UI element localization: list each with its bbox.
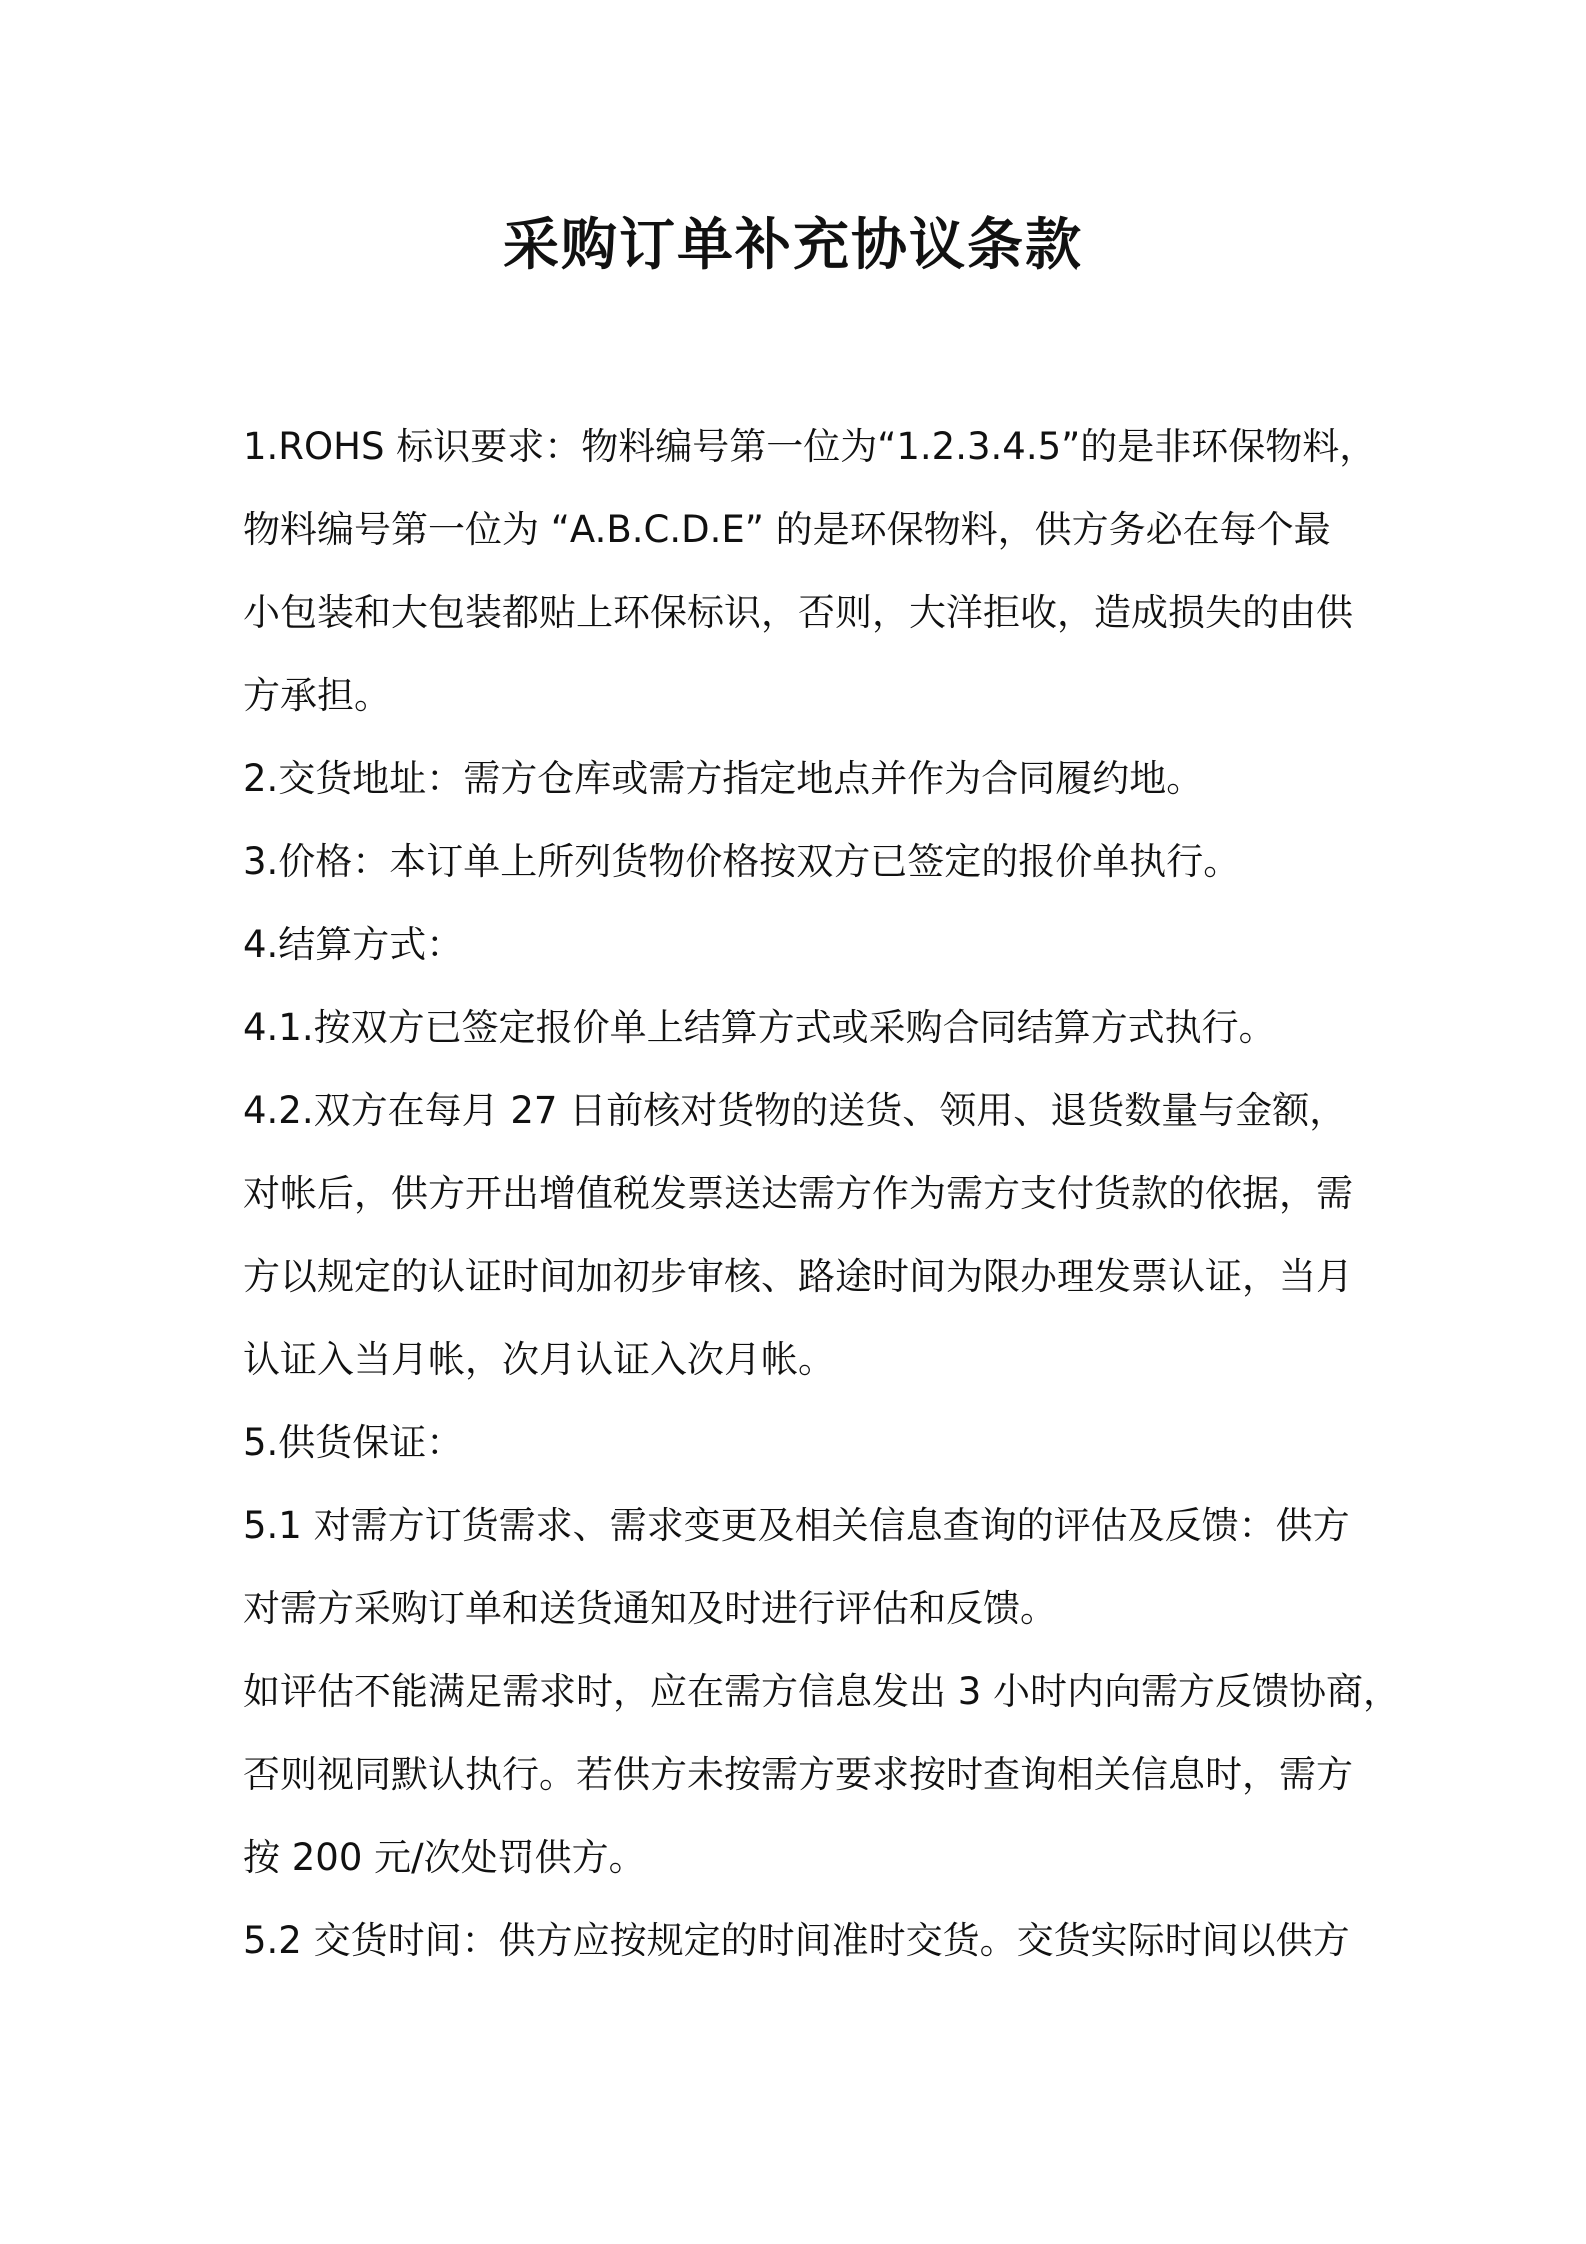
text-line: 4.2.双方在每月 27 日前核对货物的送货、领用、退货数量与金额， [243, 1089, 1347, 1132]
text-line: 方承担。 [243, 674, 391, 717]
text-line: 4.1.按双方已签定报价单上结算方式或采购合同结算方式执行。 [243, 1006, 1276, 1049]
text-line: 认证入当月帐，次月认证入次月帐。 [243, 1338, 835, 1381]
document-title: 采购订单补充协议条款 [503, 213, 1083, 278]
text-line: 小包装和大包装都贴上环保标识，否则，大洋拒收，造成损失的由供 [243, 591, 1353, 634]
text-line: 5.供货保证： [243, 1421, 464, 1464]
text-line: 5.1 对需方订货需求、需求变更及相关信息查询的评估及反馈：供方 [243, 1504, 1350, 1547]
text-line: 否则视同默认执行。若供方未按需方要求按时查询相关信息时，需方 [243, 1753, 1353, 1796]
text-line: 按 200 元/次处罚供方。 [243, 1836, 646, 1879]
text-line: 对需方采购订单和送货通知及时进行评估和反馈。 [243, 1587, 1057, 1630]
text-line: 物料编号第一位为 “A.B.C.D.E” 的是环保物料，供方务必在每个最 [243, 508, 1331, 551]
text-line: 1.ROHS 标识要求：物料编号第一位为“1.2.3.4.5”的是非环保物料， [243, 425, 1377, 468]
text-line: 5.2 交货时间：供方应按规定的时间准时交货。交货实际时间以供方 [243, 1919, 1350, 1962]
text-line: 3.价格：本订单上所列货物价格按双方已签定的报价单执行。 [243, 840, 1241, 883]
text-line: 方以规定的认证时间加初步审核、路途时间为限办理发票认证，当月 [243, 1255, 1353, 1298]
document-body [243, 405, 1401, 1982]
text-line: 如评估不能满足需求时，应在需方信息发出 3 小时内向需方反馈协商， [243, 1670, 1401, 1713]
text-line: 4.结算方式： [243, 923, 464, 966]
text-line: 对帐后，供方开出增值税发票送达需方作为需方支付货款的依据，需 [243, 1172, 1353, 1215]
text-line: 2.交货地址：需方仓库或需方指定地点并作为合同履约地。 [243, 757, 1204, 800]
